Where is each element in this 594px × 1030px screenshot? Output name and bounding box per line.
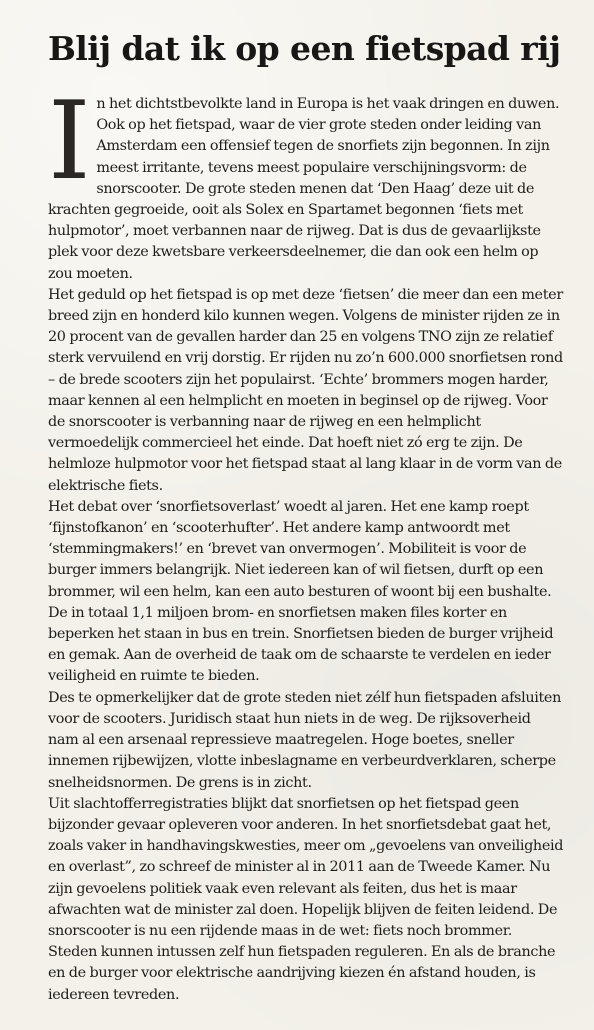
article-title: Blij dat ik op een fietspad rij [48, 29, 561, 68]
drop-cap: I [48, 79, 91, 204]
paragraph-5: Uit slachtofferregistraties blijkt dat snorfietsen op het fietspad geen bijzonder gevaar opleveren voor anderen. In het snorfietsdebat gaat het, zoals vaker in handhavingskwesties, meer om „gevoelens van onveiligheid en overlast”, zo schreef de minister al in 2011 aan de Tweede Kamer. Nu zijn gevoelens politiek vaak even relevant als feiten, dus het is maar afwachten wat de minister zal doen. Hopelijk blijven de feiten leidend. De snorscooter is nu een rijdende maas in de wet: fiets noch brommer. Steden kunnen intussen zelf hun fietspaden reguleren. En als de branche en de burger voor elektrische aandrijving kiezen én afstand houden, is iedereen tevreden. [48, 795, 564, 1003]
paragraph-2: Het geduld op het fietspad is op met deze ‘fietsen’ die meer dan een meter breed zijn en honderd kilo kunnen wegen. Volgens de minister rijden ze in 20 procent van de gevallen harder dan 25 en volgens TNO zijn ze relatief sterk vervuilend en vrij dorstig. Er rijden nu zo’n 600.000 snorfietsen rond – de brede scooters zijn het populairst. ‘Echte’ brommers mogen harder, maar kennen al een helmplicht en moeten in beginsel op de rijweg. Voor de snorscooter is verbanning naar de rijweg en een helmplicht vermoedelijk commercieel het einde. Dat hoeft niet zó erg te zijn. De helmloze hulpmotor voor het fietspad staat al lang klaar in de vorm van de elektrische fiets. [48, 286, 563, 494]
article-body [48, 79, 564, 1006]
paragraph-1 [48, 79, 564, 285]
article [48, 18, 564, 1006]
paragraph-4: Des te opmerkelijker dat de grote steden niet zélf hun fietspaden afsluiten voor de scooters. Juridisch staat hun niets in de weg. De rijksoverheid nam al een arsenaal repressieve maatregelen. Hoge boetes, sneller innemen rijbewijzen, vlotte inbeslagname en verbeurdverklaren, scherpe snelheidsnormen. De grens is in zicht. [48, 689, 562, 791]
paragraph-1-text: n het dichtstbevolkte land in Europa is het vaak dringen en duwen. Ook op het fietspad, waar de vier grote steden onder leiding van Amsterdam een offensief tegen de snorfiets zijn begonnen. In zijn meest irritante, tevens meest populaire verschijningsvorm: de snorscooter. De grote steden menen dat ‘Den Haag’ deze uit de krachten gegroeide, ooit als Solex en Spartamet begonnen ‘fiets met hulpmotor’, moet verbannen naar de rijweg. Dat is dus de gevaarlijkste plek voor deze kwetsbare verkeersdeelnemer, die dan ook een helm op zou moeten. [48, 96, 560, 282]
paragraph-3: Het debat over ‘snorfietsoverlast’ woedt al jaren. Het ene kamp roept ‘fijnstofkanon’ en ‘scooterhufter’. Het andere kamp antwoordt met ‘stemmingmakers!’ en ‘brevet van onvermogen’. Mobiliteit is voor de burger immers belangrijk. Niet iedereen kan of wil fietsen, durft op een brommer, wil een helm, kan een auto besturen of woont bij een bushalte. De in totaal 1,1 miljoen brom- en snorfietsen maken files korter en beperken het staan in bus en trein. Snorfietsen bieden de burger vrijheid en gemak. Aan de overheid de taak om de schaarste te verdelen en ieder veiligheid en ruimte te bieden. [48, 498, 554, 685]
